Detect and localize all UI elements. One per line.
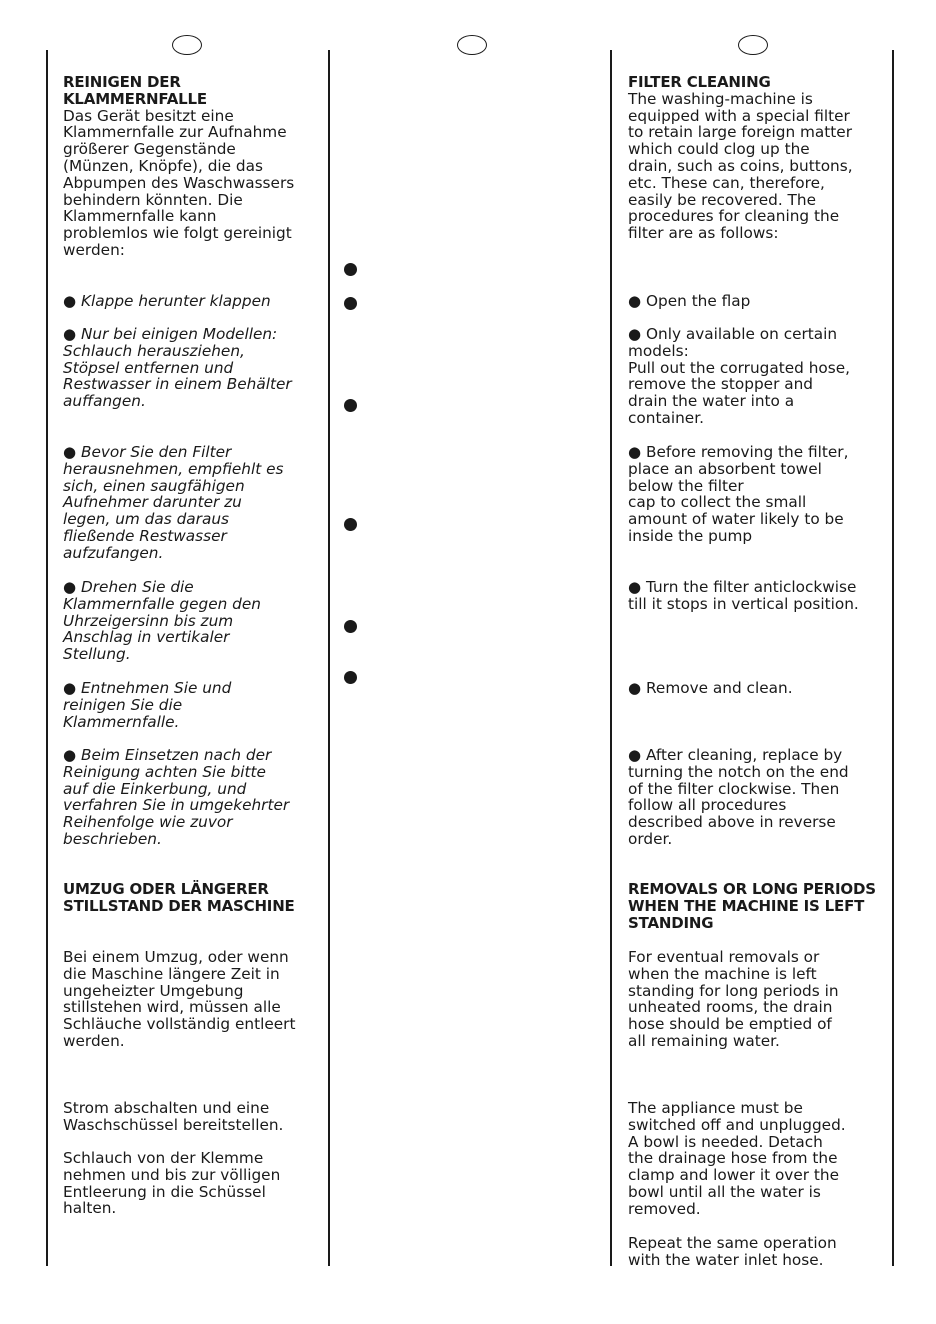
divider-line-2 <box>610 50 612 1266</box>
middle-bullet-icon <box>344 399 357 412</box>
german-column <box>63 74 325 259</box>
german-removal-step-2: Schlauch von der Klemme nehmen und bis zur völligen Entleerung in die Schüssel halten. <box>63 1149 281 1218</box>
bullet-icon: ● <box>628 443 642 461</box>
english-step-1 <box>628 293 890 310</box>
german-filter-heading: REINIGEN DER KLAMMERNFALLE <box>63 73 207 108</box>
middle-bullet-icon <box>344 297 357 310</box>
middle-bullet-icon <box>344 671 357 684</box>
english-step-6 <box>628 747 890 848</box>
right-border-line <box>892 50 894 1266</box>
german-removal-heading: UMZUG ODER LÄNGERER STILLSTAND DER MASCHINE <box>63 880 295 915</box>
english-step-5 <box>628 680 890 697</box>
bullet-icon: ● <box>628 746 642 764</box>
english-removal-heading: REMOVALS OR LONG PERIODS WHEN THE MACHINE IS LEFT STANDING <box>628 880 876 932</box>
bullet-icon: ● <box>628 578 642 596</box>
english-step-2 <box>628 326 890 427</box>
bullet-icon: ● <box>63 325 77 343</box>
english-step-3-text: Before removing the filter, place an absorbent towel below the filter cap to collect the small amount of water likely to be inside the pump <box>628 443 849 545</box>
german-step-2-text: Nur bei einigen Modellen: Schlauch herausziehen, Stöpsel entfernen und Restwasser in einem Behälter auffangen. <box>63 325 292 411</box>
english-removal-section <box>628 881 890 931</box>
bullet-icon: ● <box>628 292 642 310</box>
english-step-5-text: Remove and clean. <box>645 679 793 697</box>
german-step-5 <box>63 680 325 730</box>
german-step-5-text: Entnehmen Sie und reinigen Sie die Klammernfalle. <box>63 679 232 731</box>
german-removal-step-1-block <box>63 1100 325 1134</box>
middle-bullet-icon <box>344 263 357 276</box>
left-border-line <box>46 50 48 1266</box>
german-step-6-text: Beim Einsetzen nach der Reinigung achten Sie bitte auf die Einkerbung, und verfahren Sie in umgekehrter Reihenfolge wie zuvor beschrieben. <box>63 746 290 848</box>
language-oval-german <box>172 35 202 55</box>
english-step-2-text: Only available on certain models: Pull out the corrugated hose, remove the stopper and drain the water into a container. <box>628 325 851 427</box>
german-filter-intro: Das Gerät besitzt eine Klammernfalle zur Aufnahme größerer Gegenstände (Münzen, Knöpfe), die das Abpumpen des Waschwassers behindern könnten. Die Klammernfalle kann problemlos wie folgt gereinigt werden: <box>63 106 295 259</box>
german-removal-section <box>63 881 325 915</box>
english-filter-intro: The washing-machine is equipped with a special filter to retain large foreign matter which could clog up the drain, such as coins, buttons, etc. These can, therefore, easily be recovered. The procedures for cleaning the filter are as follows: <box>628 89 853 243</box>
bullet-icon: ● <box>63 443 77 461</box>
middle-bullet-icon <box>344 620 357 633</box>
english-removal-step-2: Repeat the same operation with the water inlet hose. <box>628 1234 837 1269</box>
divider-line-1 <box>328 50 330 1266</box>
english-removal-step-1: The appliance must be switched off and unplugged. A bowl is needed. Detach the drainage hose from the clamp and lower it over the bowl until all the water is removed. <box>628 1099 846 1218</box>
middle-bullet-icon <box>344 518 357 531</box>
english-step-1-text: Open the flap <box>645 292 751 310</box>
english-step-4 <box>628 579 890 613</box>
german-step-1-text: Klappe herunter klappen <box>80 292 271 310</box>
english-removal-intro-block <box>628 949 890 1050</box>
english-step-4-text: Turn the filter anticlockwise till it stops in vertical position. <box>628 578 859 613</box>
bullet-icon: ● <box>63 578 77 596</box>
english-removal-step-1-block <box>628 1100 890 1218</box>
english-step-3 <box>628 444 890 545</box>
bullet-icon: ● <box>63 679 77 697</box>
german-step-6 <box>63 747 325 848</box>
english-removal-step-2-block <box>628 1235 890 1269</box>
german-step-2 <box>63 326 325 410</box>
german-step-4 <box>63 579 325 663</box>
english-step-6-text: After cleaning, replace by turning the notch on the end of the filter clockwise. Then follow all procedures described above in reverse order. <box>628 746 849 848</box>
german-removal-intro: Bei einem Umzug, oder wenn die Maschine längere Zeit in ungeheizter Umgebung stillstehen wird, müssen alle Schläuche vollständig entleert werden. <box>63 948 296 1050</box>
german-step-3 <box>63 444 325 562</box>
german-step-1 <box>63 293 325 310</box>
english-filter-heading: FILTER CLEANING <box>628 73 771 91</box>
german-removal-step-1: Strom abschalten und eine Waschschüssel bereitstellen. <box>63 1099 284 1134</box>
german-removal-step-2-block <box>63 1150 325 1217</box>
bullet-icon: ● <box>628 679 642 697</box>
bullet-icon: ● <box>63 746 77 764</box>
english-removal-intro: For eventual removals or when the machine is left standing for long periods in unheated rooms, the drain hose should be emptied of all remaining water. <box>628 948 839 1050</box>
language-oval-english <box>738 35 768 55</box>
german-removal-intro-block <box>63 949 325 1050</box>
german-step-3-text: Bevor Sie den Filter herausnehmen, empfiehlt es sich, einen saugfähigen Aufnehmer darunter zu legen, um das daraus fließende Restwasser aufzufangen. <box>63 443 284 562</box>
bullet-icon: ● <box>628 325 642 343</box>
german-step-4-text: Drehen Sie die Klammernfalle gegen den Uhrzeigersinn bis zum Anschlag in vertikaler Stellung. <box>63 578 262 664</box>
language-oval-middle <box>457 35 487 55</box>
english-column <box>628 74 890 242</box>
bullet-icon: ● <box>63 292 77 310</box>
